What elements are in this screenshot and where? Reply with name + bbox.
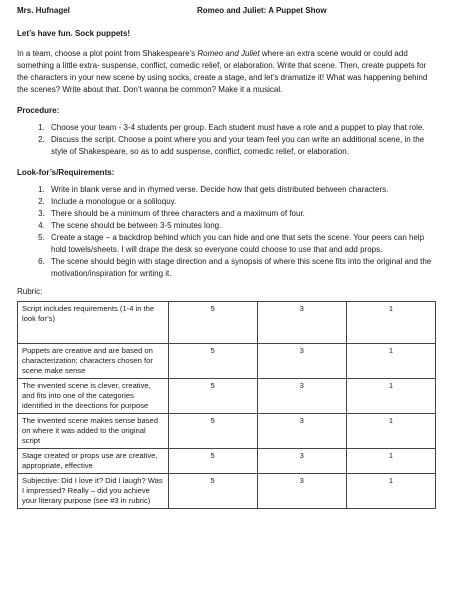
rubric-score-low: 1 <box>346 379 435 414</box>
rubric-score-low: 1 <box>346 474 435 509</box>
rubric-score-low: 1 <box>346 449 435 474</box>
intro-text-end: where an extra scene would or could add something a little extra- suspense, conflict, comedic relief, or elaboration. Write that scene. Then, create puppets for the characters in your new scene by using socks, create a stage, and let’s dramatize it! What was happening behind the scenes? Write about that. Don’t wanna be common? Make it a musical. <box>17 49 428 94</box>
rubric-score-mid: 3 <box>257 449 346 474</box>
rubric-criterion: Subjective: Did I love it? Did I laugh? Was I impressed? Really – did you achieve your literary purpose (see #3 in rubric) <box>18 474 169 509</box>
rubric-row <box>18 379 436 414</box>
rubric-criterion: Script includes requirements (1-4 in the look for’s) <box>18 302 169 344</box>
requirement-item: 4. The scene should be between 3-5 minutes long. <box>47 220 436 232</box>
rubric-criterion: The invented scene makes sense based on where it was added to the original script <box>18 414 169 449</box>
rubric-score-mid: 3 <box>257 414 346 449</box>
rubric-criterion: Stage created or props use are creative, appropriate, effective <box>18 449 169 474</box>
procedure-item: 1. Choose your team - 3-4 students per group. Each student must have a role and a puppet to play that role. <box>47 122 436 134</box>
rubric-table <box>17 301 436 509</box>
requirement-item: 6. The scene should begin with stage direction and a synopsis of where this scene fits into the original and the motivation/inspiration for writing it. <box>47 256 436 280</box>
rubric-score-low: 1 <box>346 344 435 379</box>
intro-paragraph <box>17 48 436 96</box>
rubric-label: Rubric: <box>17 287 43 296</box>
requirements-heading: Look-for’s/Requirements: <box>17 168 115 177</box>
requirement-item: 5. Create a stage – a backdrop behind which you can hide and one that sets the scene. Your peers can help hold towels/sheets. I will drape the desk so everyone could choose to use that and add props. <box>47 232 436 256</box>
procedure-list <box>17 122 436 158</box>
rubric-criterion: Puppets are creative and are based on characterization; characters chosen for scene make sense <box>18 344 169 379</box>
rubric-row <box>18 449 436 474</box>
document-header <box>17 0 436 20</box>
rubric-score-low: 1 <box>346 302 435 344</box>
procedure-item: 2. Discuss the script. Choose a point where you and your team feel you can write an additional scene, in the style of Shakespeare, so as to add suspense, conflict, comedic relief, or elaboration. <box>47 134 436 158</box>
procedure-heading: Procedure: <box>17 106 60 115</box>
rubric-score-high: 5 <box>168 302 257 344</box>
rubric-score-mid: 3 <box>257 344 346 379</box>
requirement-item: 1. Write in blank verse and in rhymed verse. Decide how that gets distributed between characters. <box>47 184 436 196</box>
rubric-score-mid: 3 <box>257 474 346 509</box>
rubric-score-mid: 3 <box>257 302 346 344</box>
document-title: Romeo and Juliet: A Puppet Show <box>197 6 327 15</box>
teacher-name: Mrs. Hufnagel <box>17 6 70 15</box>
rubric-score-low: 1 <box>346 414 435 449</box>
requirement-item: 2. Include a monologue or a soliloquy. <box>47 196 436 208</box>
subheading: Let’s have fun. Sock puppets! <box>17 29 131 38</box>
rubric-score-high: 5 <box>168 449 257 474</box>
rubric-criterion: The invented scene is clever, creative, and fits into one of the categories identified in the directions for purpose <box>18 379 169 414</box>
rubric-row <box>18 414 436 449</box>
play-title-italic: Romeo and Juliet <box>197 49 260 58</box>
rubric-score-high: 5 <box>168 379 257 414</box>
rubric-score-mid: 3 <box>257 379 346 414</box>
rubric-row <box>18 474 436 509</box>
intro-text-start: In a team, choose a plot point from Shakespeare’s <box>17 49 198 58</box>
rubric-row <box>18 344 436 379</box>
rubric-score-high: 5 <box>168 474 257 509</box>
rubric-row <box>18 302 436 344</box>
rubric-score-high: 5 <box>168 344 257 379</box>
rubric-score-high: 5 <box>168 414 257 449</box>
requirements-list <box>17 184 436 280</box>
requirement-item: 3. There should be a minimum of three characters and a maximum of four. <box>47 208 436 220</box>
